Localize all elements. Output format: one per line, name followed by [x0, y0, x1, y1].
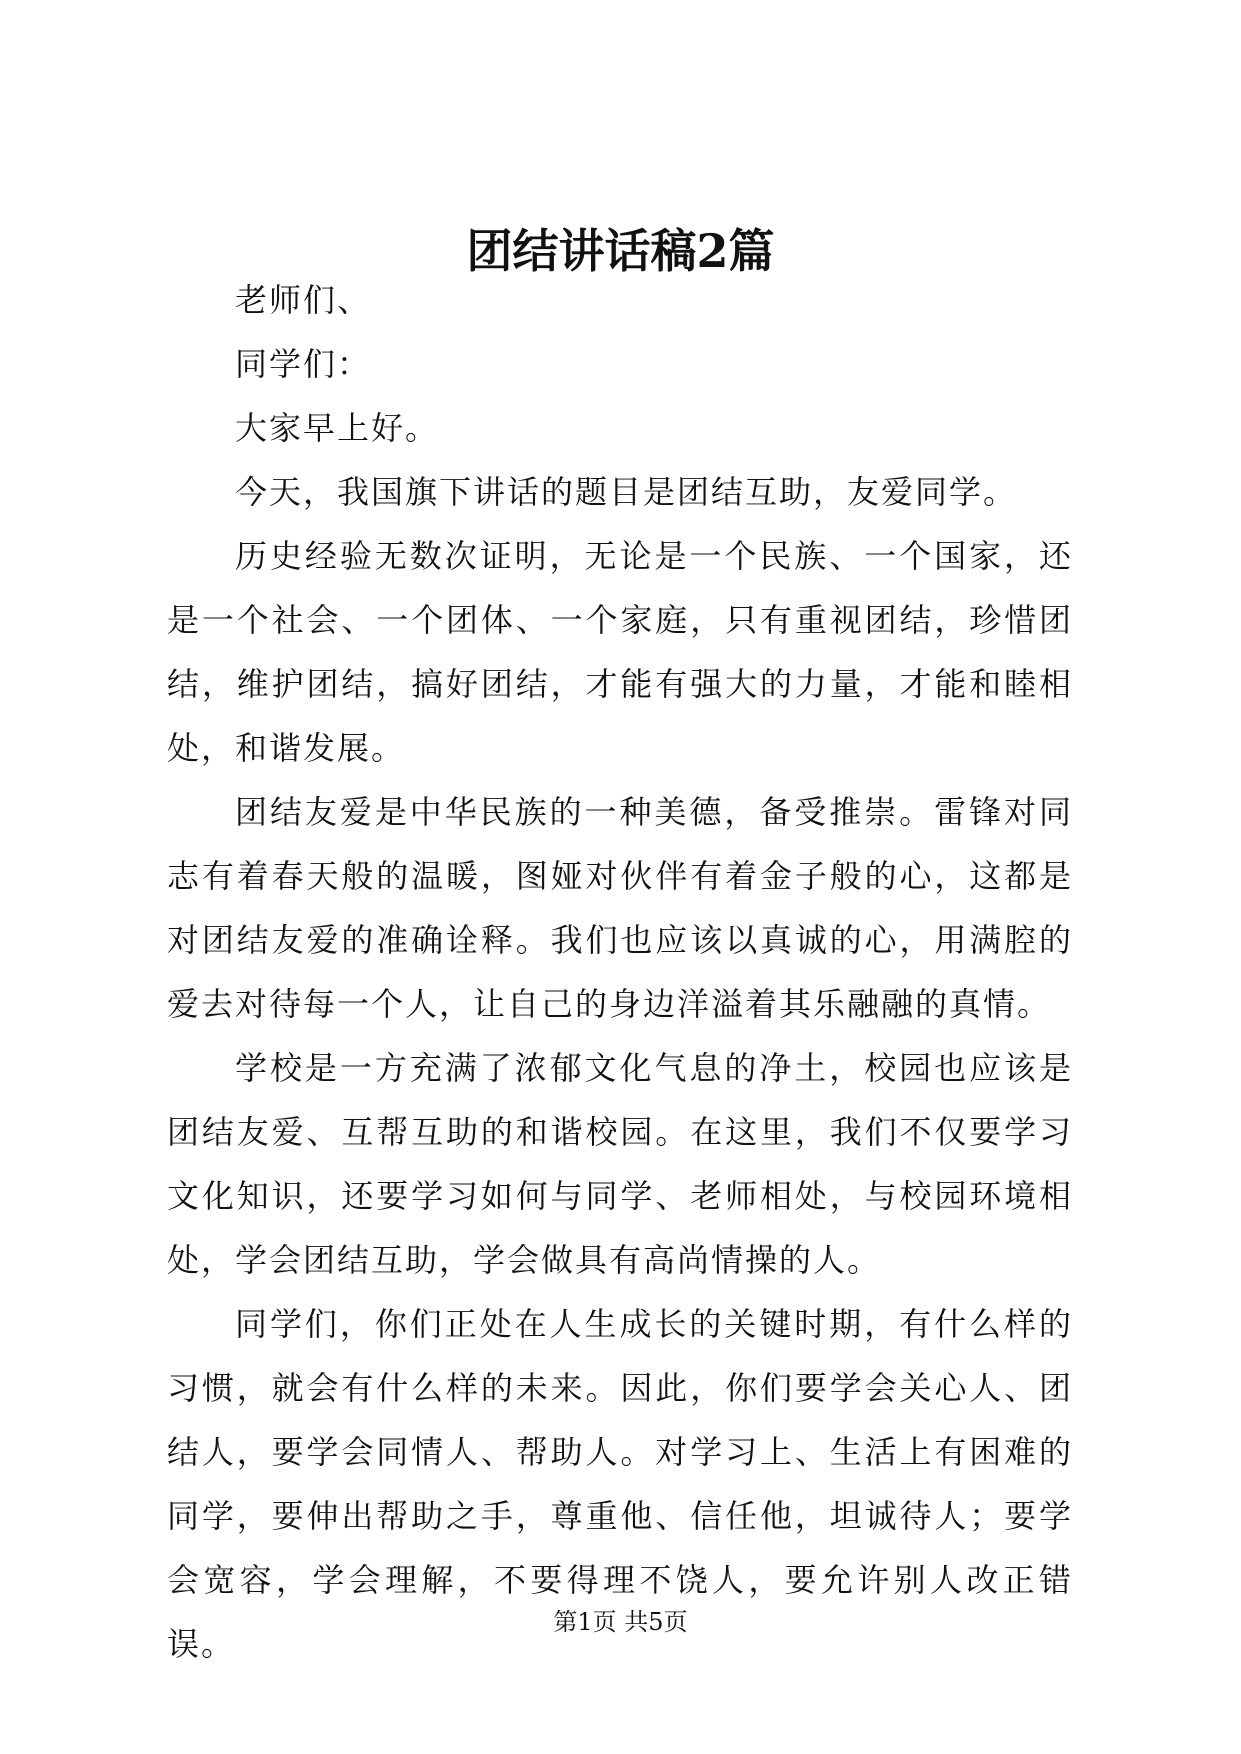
paragraph-topic: 今天，我国旗下讲话的题目是团结互助，友爱同学。	[235, 473, 1018, 511]
paragraph-salutation-students: 同学们：	[235, 345, 372, 383]
document-title: 团结讲话稿2篇	[466, 224, 775, 278]
page-footer: 第1页 共5页	[553, 1608, 688, 1636]
paragraph-students: 同学们，你们正处在人生成长的关键时期，有什么样的习惯，就会有什么样的未来。因此，你们要学会关心人、团结人，要学会同情人、帮助人。对学习上、生活上有困难的同学，要伸出帮助之手，尊重他、信任他，坦诚待人；要学会宽容，学会理解，不要得理不饶人，要允许别人改正错误。	[167, 1305, 1073, 1663]
paragraph-history: 历史经验无数次证明，无论是一个民族、一个国家，还是一个社会、一个团体、一个家庭，只有重视团结，珍惜团结，维护团结，搞好团结，才能有强大的力量，才能和睦相处，和谐发展。	[167, 537, 1073, 767]
paragraph-virtue: 团结友爱是中华民族的一种美德，备受推崇。雷锋对同志有着春天般的温暖，图娅对伙伴有着金子般的心，这都是对团结友爱的准确诠释。我们也应该以真诚的心，用满腔的爱去对待每一个人，让自己的身边洋溢着其乐融融的真情。	[167, 793, 1073, 1023]
paragraph-greeting: 大家早上好。	[235, 409, 440, 447]
paragraph-salutation-teachers: 老师们、	[235, 281, 372, 319]
paragraph-school: 学校是一方充满了浓郁文化气息的净土，校园也应该是团结友爱、互帮互助的和谐校园。在这里，我们不仅要学习文化知识，还要学习如何与同学、老师相处，与校园环境相处，学会团结互助，学会做具有高尚情操的人。	[167, 1049, 1073, 1279]
document-body	[167, 268, 1073, 1676]
